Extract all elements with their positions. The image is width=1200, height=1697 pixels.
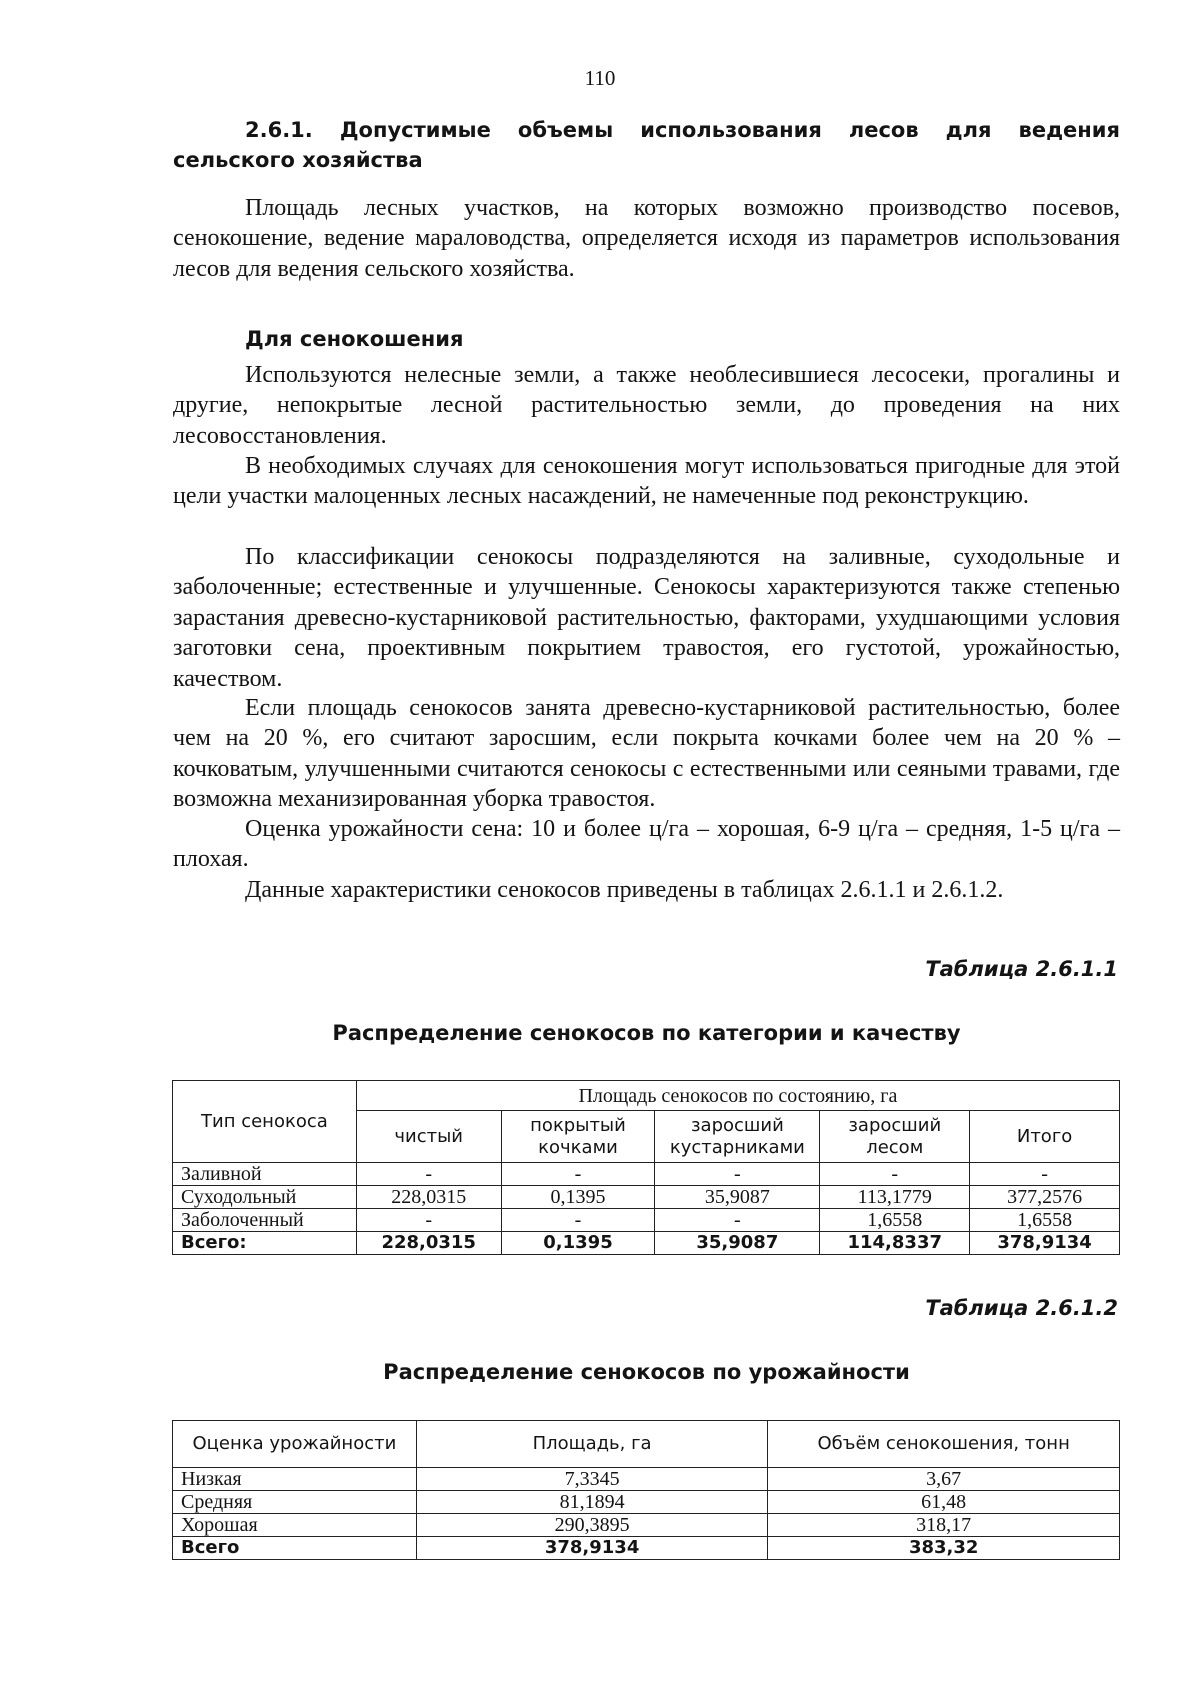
table-row <box>173 1186 1120 1209</box>
paragraph-yield-rating: Оценка урожайности сена: 10 и более ц/га – хорошая, 6-9 ц/га – средняя, 1-5 ц/га – плохая. <box>173 816 1120 873</box>
table-cell: 0,1395 <box>501 1232 655 1255</box>
table-header-row <box>173 1421 1120 1468</box>
table-row <box>173 1491 1120 1514</box>
row-label: Заливной <box>173 1163 357 1186</box>
table-cell: - <box>356 1163 501 1186</box>
page-number: 110 <box>584 66 616 90</box>
table-row <box>173 1163 1120 1186</box>
column-header-forest: заросший лесом <box>820 1111 970 1163</box>
row-label: Средняя <box>173 1491 417 1514</box>
paragraph-lands: Используются нелесные земли, а также необлесившиеся лесосеки, прогалины и другие, непокрытые лесной растительностью земли, до проведения на них лесовосстановления. <box>173 362 1120 449</box>
table-row <box>173 1514 1120 1537</box>
paragraph-tables-ref: Данные характеристики сенокосов приведены в таблицах 2.6.1.1 и 2.6.1.2. <box>245 877 1004 903</box>
row-label: Хорошая <box>173 1514 417 1537</box>
table-cell: - <box>820 1163 970 1186</box>
table-cell: 378,9134 <box>416 1537 768 1560</box>
table-cell: - <box>501 1209 655 1232</box>
section-heading <box>173 115 1120 175</box>
row-label: Суходольный <box>173 1186 357 1209</box>
table-cell: - <box>655 1163 820 1186</box>
table-cell: - <box>501 1163 655 1186</box>
paragraph-classification: По классификации сенокосы подразделяются на заливные, суходольные и заболоченные; естественные и улучшенные. Сенокосы характеризуются также степенью зарастания древесно-кустарниковой растительностью, факторами, ухудшающими условия заготовки сена, проективным покрытием травостоя, его густотой, урожайностью, качеством. <box>173 544 1120 692</box>
paragraph-low-value-stands: В необходимых случаях для сенокошения могут использоваться пригодные для этой цели участки малоценных лесных насаждений, не намеченные под реконструкцию. <box>173 453 1120 510</box>
column-header-total: Итого <box>970 1111 1120 1163</box>
table-total-row <box>173 1537 1120 1560</box>
table-cell: 114,8337 <box>820 1232 970 1255</box>
table1-title: Распределение сенокосов по категории и качеству <box>332 1021 961 1045</box>
column-header-clean: чистый <box>356 1111 501 1163</box>
intro-paragraph: Площадь лесных участков, на которых возможно производство посевов, сенокошение, ведение мараловодства, определяется исходя из параметров использования лесов для ведения сельского хозяйства. <box>173 195 1120 282</box>
table-cell: - <box>356 1209 501 1232</box>
table-cell: 228,0315 <box>356 1186 501 1209</box>
table-row <box>173 1468 1120 1491</box>
column-header-volume: Объём сенокошения, тонн <box>768 1421 1120 1468</box>
table-cell: - <box>655 1209 820 1232</box>
table-cell: 1,6558 <box>820 1209 970 1232</box>
table-cell: 3,67 <box>768 1468 1120 1491</box>
table-cell: 290,3895 <box>416 1514 768 1537</box>
table-cell: 61,48 <box>768 1491 1120 1514</box>
table-cell: 377,2576 <box>970 1186 1120 1209</box>
table-cell: 113,1779 <box>820 1186 970 1209</box>
table-cell: 378,9134 <box>970 1232 1120 1255</box>
row-label: Всего <box>173 1537 417 1560</box>
column-header-shrubs: заросший кустарниками <box>655 1111 820 1163</box>
table-cell: 81,1894 <box>416 1491 768 1514</box>
row-label: Низкая <box>173 1468 417 1491</box>
column-header-area: Площадь, га <box>416 1421 768 1468</box>
section-number: 2.6.1. <box>245 118 313 142</box>
column-group-header-area: Площадь сенокосов по состоянию, га <box>356 1081 1119 1111</box>
table-cell: 383,32 <box>768 1537 1120 1560</box>
column-header-type: Тип сенокоса <box>173 1081 357 1163</box>
row-label: Заболоченный <box>173 1209 357 1232</box>
hayfield-category-table <box>172 1080 1120 1255</box>
table-cell: 1,6558 <box>970 1209 1120 1232</box>
table-cell: 35,9087 <box>655 1186 820 1209</box>
table-cell: - <box>970 1163 1120 1186</box>
hayfield-yield-table <box>172 1420 1120 1560</box>
column-header-tussocks: покрытый кочками <box>501 1111 655 1163</box>
table-row <box>173 1209 1120 1232</box>
paragraph-overgrown: Если площадь сенокосов занята древесно-кустарниковой растительностью, более чем на 20 %, его считают заросшим, если покрыта кочками более чем на 20 % – кочковатым, улучшенными считаются сенокосы с естественными или сеяными травами, где возможна механизированная уборка травостоя. <box>173 695 1120 813</box>
subheading-haymaking: Для сенокошения <box>245 327 464 351</box>
section-title: Допустимые объемы использования лесов для ведения сельского хозяйства <box>173 118 1120 172</box>
table-cell: 7,3345 <box>416 1468 768 1491</box>
table-cell: 35,9087 <box>655 1232 820 1255</box>
table-cell: 228,0315 <box>356 1232 501 1255</box>
table2-label: Таблица 2.6.1.2 <box>925 1296 1118 1320</box>
table1-label: Таблица 2.6.1.1 <box>925 957 1118 981</box>
table-total-row <box>173 1232 1120 1255</box>
table-header-row <box>173 1081 1120 1111</box>
table-cell: 0,1395 <box>501 1186 655 1209</box>
table2-title: Распределение сенокосов по урожайности <box>383 1360 910 1384</box>
column-header-yield-rating: Оценка урожайности <box>173 1421 417 1468</box>
table-cell: 318,17 <box>768 1514 1120 1537</box>
row-label: Всего: <box>173 1232 357 1255</box>
